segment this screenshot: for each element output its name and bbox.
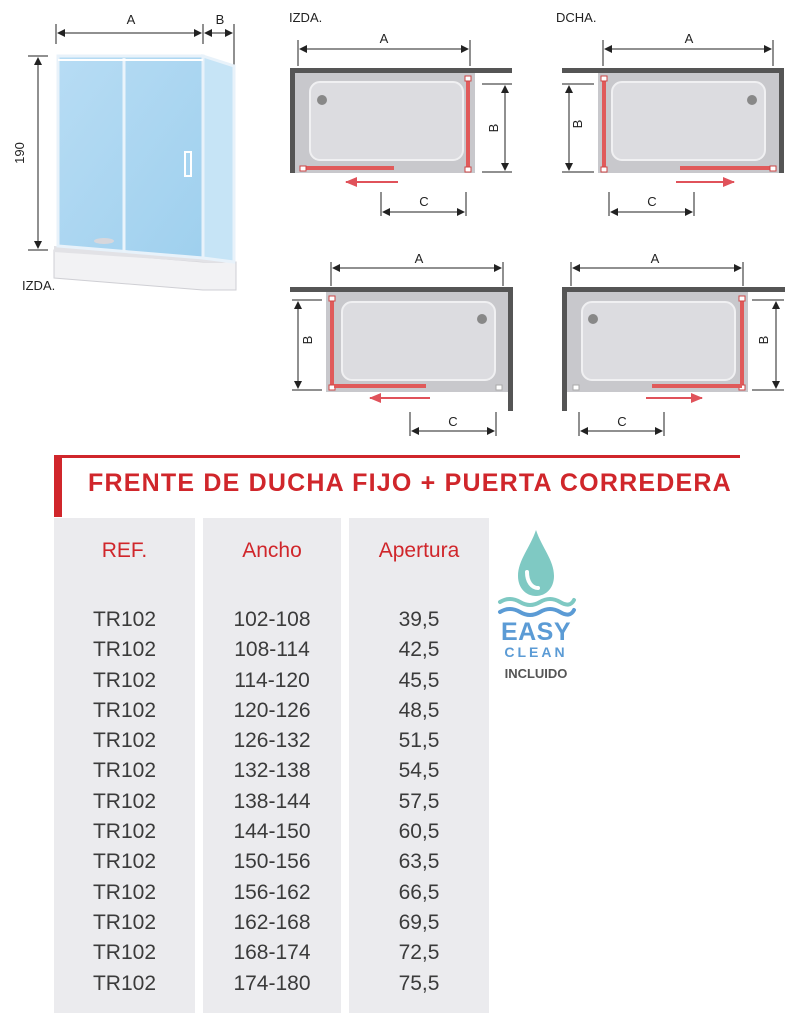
apertura-cell: 54,5 (398, 759, 440, 783)
apertura-cell: 63,5 (398, 850, 440, 874)
ref-cell: TR102 (92, 698, 157, 722)
clean-label: CLEAN (504, 644, 568, 660)
column-apertura (349, 518, 489, 1013)
table-title-bar (54, 455, 740, 517)
table-title: FRENTE DE DUCHA FIJO + PUERTA CORREDERA (88, 469, 732, 497)
column-ref (54, 518, 195, 1013)
plan-bottom-right (562, 251, 785, 436)
ref-cell: TR102 (92, 608, 157, 631)
header-apertura: Apertura (378, 539, 460, 562)
column-ancho (203, 518, 341, 1013)
apertura-cells (349, 605, 489, 999)
apertura-cell: 72,5 (398, 941, 440, 965)
header-ref: REF. (101, 539, 148, 562)
apertura-cell: 60,5 (398, 820, 440, 844)
apertura-cell: 39,5 (398, 608, 440, 631)
ancho-cell: 108-114 (234, 638, 310, 662)
plan-2-heading: DCHA. (556, 10, 597, 25)
plan-3-dim-c: C (448, 414, 458, 429)
plan-dcha-top (556, 10, 784, 216)
plan-4-dim-c: C (617, 414, 627, 429)
plan-izda-top (289, 10, 512, 216)
plan-1-dim-c: C (419, 194, 429, 209)
header-ancho: Ancho (242, 539, 302, 562)
ref-cell: TR102 (92, 910, 157, 934)
ancho-cell: 114-120 (234, 668, 310, 692)
included-label: INCLUIDO (504, 666, 568, 681)
ref-cell: TR102 (92, 759, 157, 783)
plan-2-dim-a: A (684, 31, 694, 46)
diagrams-area (0, 0, 800, 450)
easy-label: EASY (500, 618, 572, 646)
apertura-cell: 51,5 (398, 729, 440, 753)
ref-cell: TR102 (92, 820, 157, 844)
perspective-dim-a: A (126, 12, 136, 27)
water-drop-icon (494, 526, 578, 618)
apertura-cell: 42,5 (398, 638, 440, 662)
apertura-cell: 57,5 (398, 789, 440, 813)
ancho-cell: 144-150 (233, 820, 311, 844)
ref-cell: TR102 (92, 850, 157, 874)
ref-cell: TR102 (92, 880, 157, 904)
ancho-cell: 126-132 (233, 729, 311, 753)
ref-cell: TR102 (92, 971, 157, 995)
plan-bottom-left (290, 251, 513, 436)
plan-1-heading: IZDA. (289, 10, 323, 25)
ancho-cell: 138-144 (233, 789, 311, 813)
ref-cell: TR102 (92, 668, 157, 692)
perspective-dim-b: B (215, 12, 225, 27)
plan-1-dim-a: A (379, 31, 389, 46)
apertura-cell: 66,5 (398, 880, 440, 904)
perspective-side-label: IZDA. (22, 278, 56, 293)
perspective-enclosure (12, 12, 236, 293)
ancho-cell: 168-174 (233, 941, 311, 965)
ref-cell: TR102 (92, 789, 157, 813)
plan-3-dim-a: A (414, 251, 424, 266)
ref-cells (54, 605, 195, 999)
plan-2-dim-b: B (570, 119, 585, 129)
plan-2-dim-c: C (647, 194, 657, 209)
ancho-cells (203, 605, 341, 999)
plan-3-dim-b: B (300, 335, 315, 345)
perspective-height: 190 (12, 142, 27, 164)
plan-4-dim-a: A (650, 251, 660, 266)
ancho-cell: 102-108 (233, 608, 311, 631)
ref-cell: TR102 (92, 941, 157, 965)
apertura-cell: 48,5 (398, 698, 440, 722)
plan-1-dim-b: B (486, 123, 501, 133)
ancho-cell: 150-156 (233, 850, 311, 874)
ancho-cell: 132-138 (233, 759, 311, 783)
ancho-cell: 156-162 (233, 880, 311, 904)
apertura-cell: 75,5 (398, 971, 440, 995)
plan-4-dim-b: B (756, 335, 771, 345)
title-top-rule (54, 455, 740, 458)
ancho-cell: 162-168 (233, 910, 311, 934)
ref-cell: TR102 (92, 638, 157, 662)
ref-cell: TR102 (92, 729, 157, 753)
title-left-rule (54, 455, 62, 517)
ancho-cell: 120-126 (233, 698, 311, 722)
easy-clean-badge (494, 526, 578, 686)
apertura-cell: 45,5 (398, 668, 440, 692)
ancho-cell: 174-180 (233, 971, 311, 995)
apertura-cell: 69,5 (398, 910, 440, 934)
